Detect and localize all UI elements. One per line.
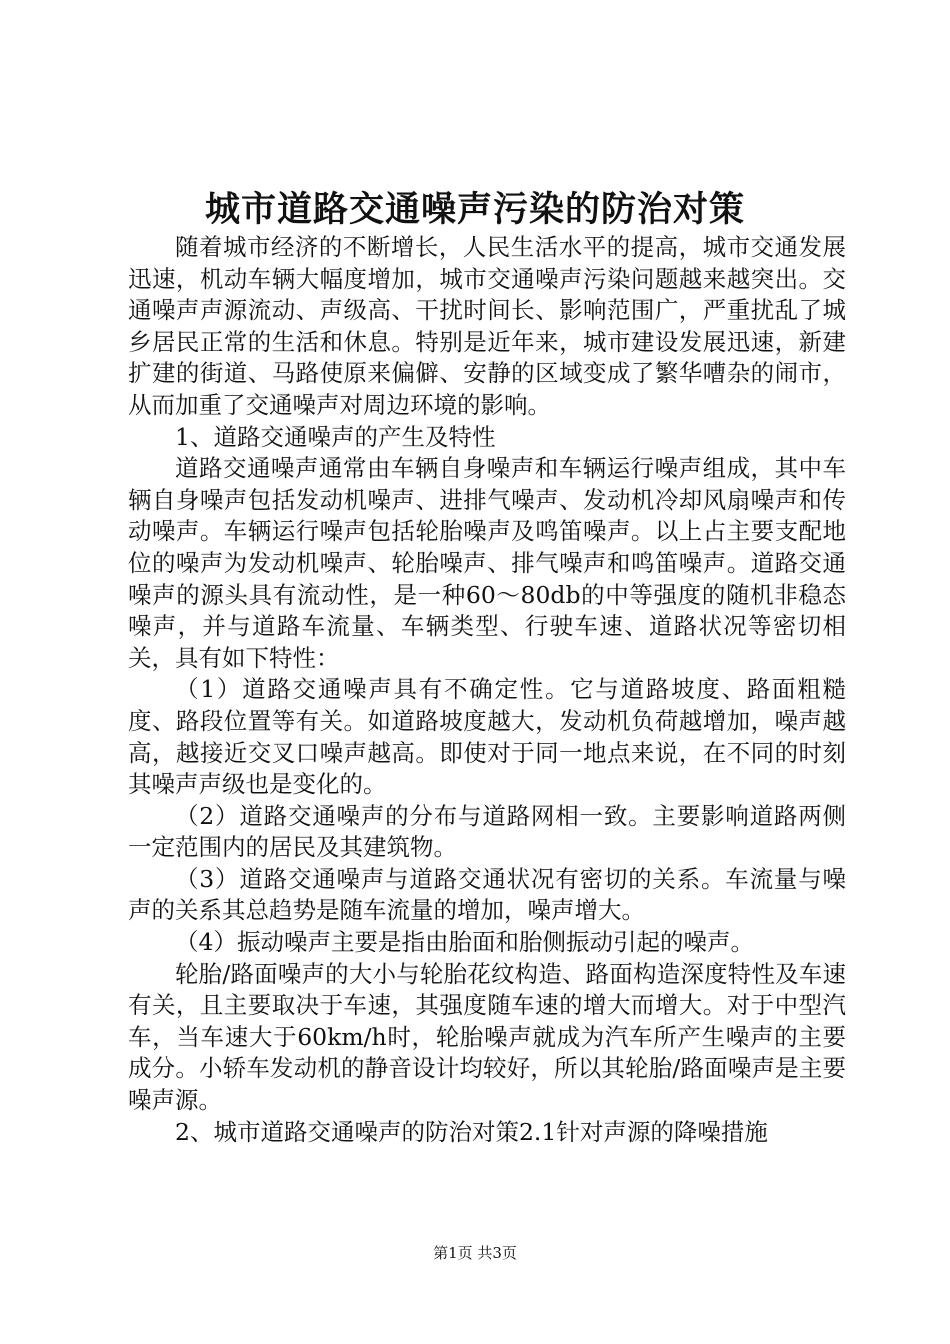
list-item-2: （2）道路交通噪声的分布与道路网相一致。主要影响道路两侧一定范围内的居民及其建筑物。 xyxy=(128,801,846,862)
document-body xyxy=(128,232,846,1148)
page-footer: 第1页 共3页 xyxy=(433,1244,517,1262)
paragraph-noise-sources: 道路交通噪声通常由车辆自身噪声和车辆运行噪声组成，其中车辆自身噪声包括发动机噪声、进排气噪声、发动机冷却风扇噪声和传动噪声。车辆运行噪声包括轮胎噪声及鸣笛噪声。以上占主要支配地位的噪声为发动机噪声、轮胎噪声、排气噪声和鸣笛噪声。道路交通噪声的源头具有流动性，是一种60～80db的中等强度的随机非稳态噪声，并与道路车流量、车辆类型、行驶车速、道路状况等密切相关，具有如下特性： xyxy=(128,454,846,672)
page-title: 城市道路交通噪声污染的防治对策 xyxy=(204,189,745,230)
paragraph-intro: 随着城市经济的不断增长，人民生活水平的提高，城市交通发展迅速，机动车辆大幅度增加，城市交通噪声污染问题越来越突出。交通噪声声源流动、声级高、干扰时间长、影响范围广，严重扰乱了城乡居民正常的生活和休息。特别是近年来，城市建设发展迅速，新建扩建的街道、马路使原来偏僻、安静的区域变成了繁华嘈杂的闹市，从而加重了交通噪声对周边环境的影响。 xyxy=(128,233,846,419)
list-item-1: （1）道路交通噪声具有不确定性。它与道路坡度、路面粗糙度、路段位置等有关。如道路坡度越大，发动机负荷越增加，噪声越高，越接近交叉口噪声越高。即使对于同一地点来说，在不同的时刻其噪声声级也是变化的。 xyxy=(128,675,846,799)
section-heading-2: 2、城市道路交通噪声的防治对策2.1针对声源的降噪措施 xyxy=(175,1117,768,1146)
list-item-3: （3）道路交通噪声与道路交通状况有密切的关系。车流量与噪声的关系其总趋势是随车流量的增加，噪声增大。 xyxy=(128,864,846,925)
section-heading-1: 1、道路交通噪声的产生及特性 xyxy=(175,422,496,451)
list-item-4: （4）振动噪声主要是指由胎面和胎侧振动引起的噪声。 xyxy=(175,928,754,957)
paragraph-tire-noise: 轮胎/路面噪声的大小与轮胎花纹构造、路面构造深度特性及车速有关，且主要取决于车速，其强度随车速的增大而增大。对于中型汽车，当车速大于60km/h时，轮胎噪声就成为汽车所产生噪声的主要成分。小轿车发动机的静音设计均较好，所以其轮胎/路面噪声是主要噪声源。 xyxy=(128,959,846,1115)
